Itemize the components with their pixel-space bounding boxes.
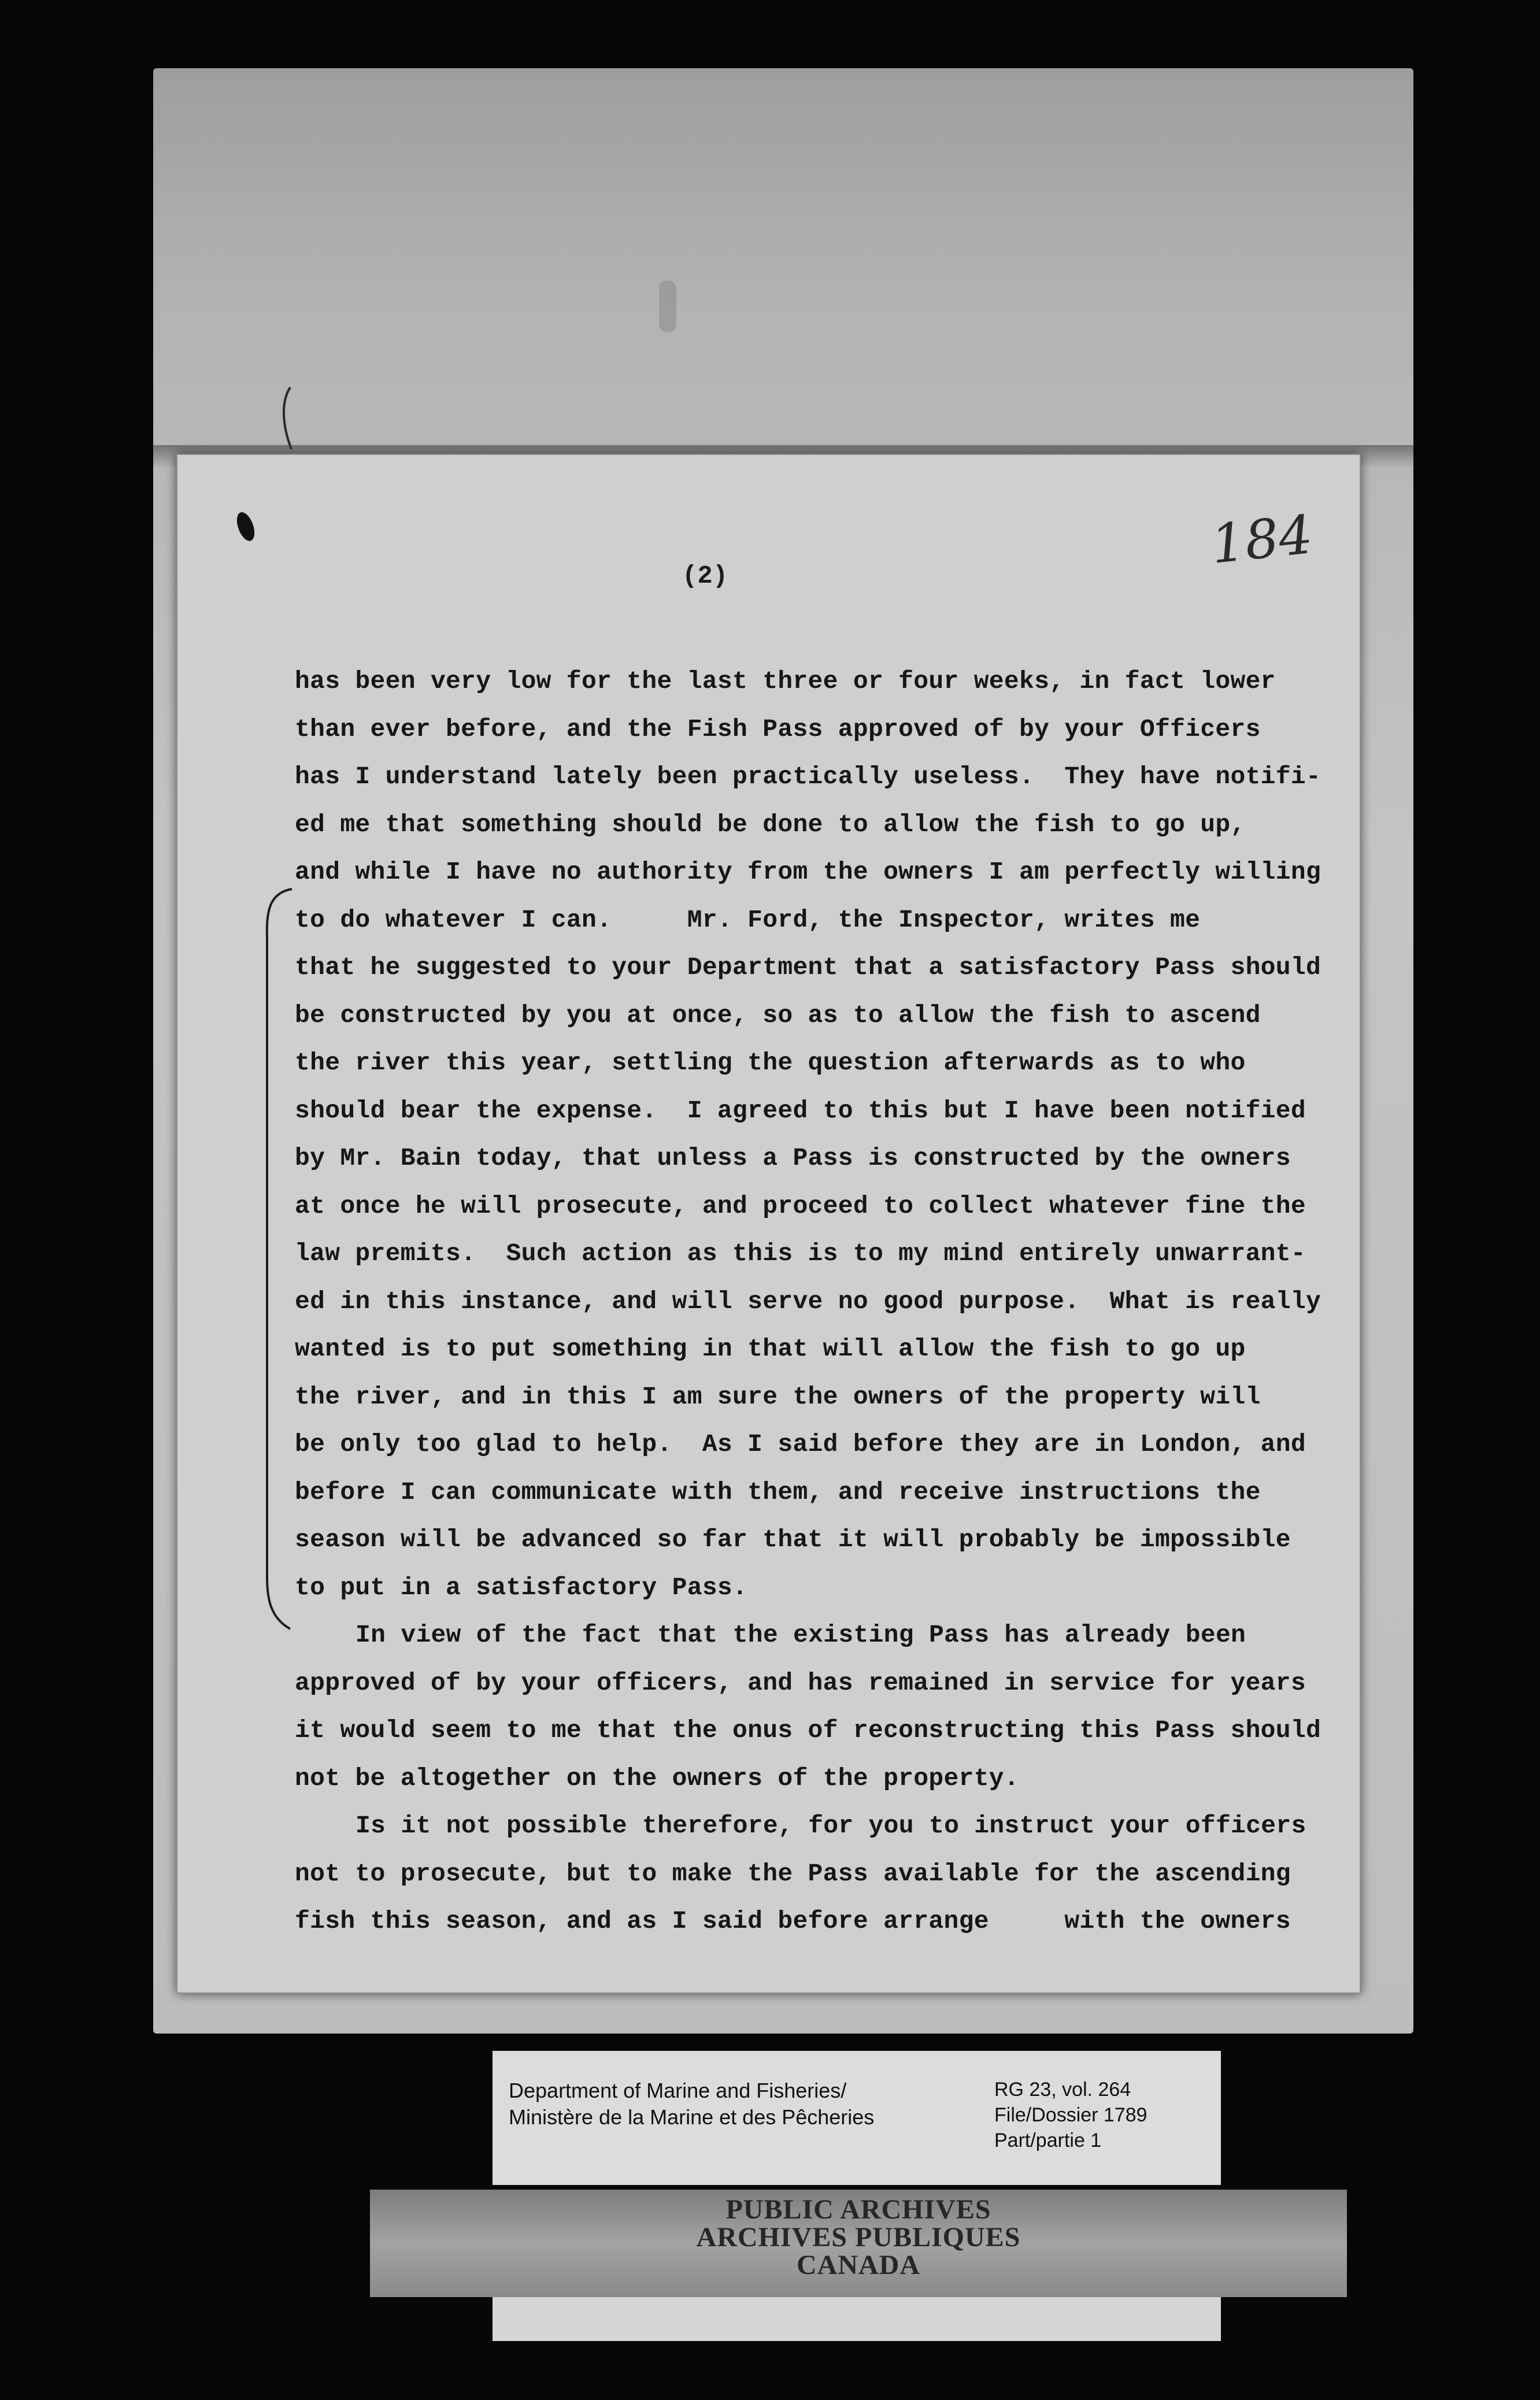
stamp-line: ARCHIVES PUBLIQUES (696, 2222, 1021, 2253)
stamp-line: CANADA (797, 2250, 920, 2280)
margin-mark (277, 384, 301, 454)
part-number: Part/partie 1 (994, 2129, 1102, 2151)
department-name-en: Department of Marine and Fisheries/ (509, 2079, 847, 2102)
letter-body (295, 658, 1324, 1946)
page-label: (2) (682, 562, 728, 591)
body-line: that he suggested to your Department that a satisfactory Pass should (295, 953, 1321, 982)
body-line: and while I have no authority from the owners I am perfectly willing (295, 858, 1321, 886)
body-line: not to prosecute, but to make the Pass available for the ascending (295, 1859, 1291, 1888)
department-name-fr: Ministère de la Marine et des Pêcheries (509, 2105, 875, 2129)
body-line: should bear the expense. I agreed to this but I have been notified (295, 1096, 1306, 1125)
body-line: to put in a satisfactory Pass. (295, 1573, 748, 1602)
body-line: ed me that something should be done to allow the fish to go up, (295, 810, 1246, 839)
body-line: be only too glad to help. As I said before they are in London, and (295, 1430, 1306, 1458)
body-line: not be altogether on the owners of the property. (295, 1764, 1020, 1792)
body-line: ed in this instance, and will serve no good purpose. What is really (295, 1287, 1321, 1316)
body-line: fish this season, and as I said before arrange with the owners (295, 1907, 1291, 1935)
archive-reference-label (493, 2051, 1221, 2185)
bottom-strip (493, 2297, 1221, 2341)
margin-bracket (254, 884, 295, 1636)
body-line: approved of by your officers, and has remained in service for years (295, 1668, 1306, 1697)
stamp-line: PUBLIC ARCHIVES (725, 2194, 991, 2225)
body-line: the river this year, settling the question afterwards as to who (295, 1049, 1246, 1077)
body-line: season will be advanced so far that it will probably be impossible (295, 1525, 1291, 1554)
handwritten-page-number: 184 (1208, 503, 1316, 576)
body-line: to do whatever I can. Mr. Ford, the Inspector, writes me (295, 905, 1201, 934)
body-line: than ever before, and the Fish Pass approved of by your Officers (295, 714, 1261, 743)
body-line: it would seem to me that the onus of reconstructing this Pass should (295, 1716, 1321, 1745)
body-line: be constructed by you at once, so as to allow the fish to ascend (295, 1001, 1261, 1029)
record-group: RG 23, vol. 264 (994, 2079, 1131, 2101)
body-line: has I understand lately been practically useless. They have notifi- (295, 762, 1321, 791)
body-line: wanted is to put something in that will allow the fish to go up (295, 1335, 1246, 1363)
body-line: the river, and in this I am sure the owners of the property will (295, 1382, 1261, 1411)
body-line: In view of the fact that the existing Pass has already been (356, 1621, 1246, 1649)
body-line: Is it not possible therefore, for you to instruct your officers (356, 1812, 1306, 1840)
archives-stamp (370, 2190, 1347, 2297)
body-line: law premits. Such action as this is to my mind entirely unwarrant- (295, 1239, 1306, 1268)
body-line: by Mr. Bain today, that unless a Pass is constructed by the owners (295, 1144, 1291, 1172)
paper-blemish (659, 280, 676, 332)
file-number: File/Dossier 1789 (994, 2104, 1147, 2126)
body-line: before I can communicate with them, and receive instructions the (295, 1477, 1261, 1506)
body-line: at once he will prosecute, and proceed to collect whatever fine the (295, 1191, 1306, 1220)
body-line: has been very low for the last three or four weeks, in fact lower (295, 667, 1276, 695)
